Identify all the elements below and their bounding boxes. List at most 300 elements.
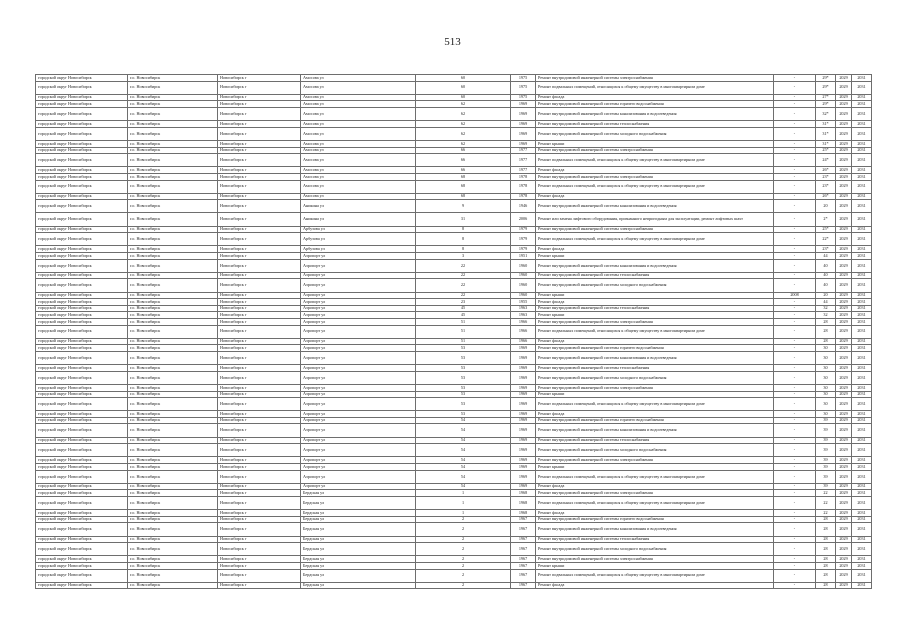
settlement-cell: г.о. Новосибирск xyxy=(128,398,218,411)
start-year-cell: 2029 xyxy=(836,562,852,569)
wear-cell: 22 xyxy=(816,497,836,510)
settlement-cell: г.о. Новосибирск xyxy=(128,173,218,180)
house-number-cell: 2 xyxy=(416,543,511,556)
street-cell: Аэропорт ул xyxy=(301,351,416,364)
last-repair-year-cell: - xyxy=(774,464,816,471)
municipality-cell: городской округ Новосибирск xyxy=(36,305,128,312)
build-year-cell: 1979 xyxy=(511,226,536,233)
settlement-cell: г.о. Новосибирск xyxy=(128,497,218,510)
build-year-cell: 1968 xyxy=(511,497,536,510)
build-year-cell: 1963 xyxy=(511,305,536,312)
last-repair-year-cell: - xyxy=(774,246,816,253)
municipality-cell: городской округ Новосибирск xyxy=(36,299,128,306)
municipality-cell: городской округ Новосибирск xyxy=(36,411,128,418)
work-type-cell: Ремонт внутридомовой инженерной системы горячего водоснабжения xyxy=(536,417,774,424)
wear-cell: 20 xyxy=(816,292,836,299)
last-repair-year-cell: - xyxy=(774,81,816,94)
build-year-cell: 1969 xyxy=(511,444,536,457)
table-row xyxy=(36,391,872,398)
work-type-cell: Ремонт внутридомовой инженерной системы канализования и водоотведения xyxy=(536,259,774,272)
locality-cell: Новосибирск г xyxy=(218,523,301,536)
wear-cell: 29* xyxy=(816,101,836,108)
last-repair-year-cell: - xyxy=(774,154,816,167)
municipality-cell: городской округ Новосибирск xyxy=(36,325,128,338)
settlement-cell: г.о. Новосибирск xyxy=(128,384,218,391)
table-body xyxy=(36,75,872,589)
locality-cell: Новосибирск г xyxy=(218,424,301,437)
work-type-cell: Ремонт внутридомовой инженерной системы теплоснабжения xyxy=(536,305,774,312)
settlement-cell: г.о. Новосибирск xyxy=(128,305,218,312)
street-cell: Амосова ул xyxy=(301,154,416,167)
municipality-cell: городской округ Новосибирск xyxy=(36,338,128,345)
settlement-cell: г.о. Новосибирск xyxy=(128,193,218,200)
settlement-cell: г.о. Новосибирск xyxy=(128,424,218,437)
end-year-cell: 2031 xyxy=(852,312,872,319)
municipality-cell: городской округ Новосибирск xyxy=(36,272,128,279)
street-cell: Амосова ул xyxy=(301,147,416,154)
last-repair-year-cell: - xyxy=(774,411,816,418)
end-year-cell: 2031 xyxy=(852,510,872,517)
house-number-cell: 66 xyxy=(416,154,511,167)
wear-cell: 30 xyxy=(816,384,836,391)
end-year-cell: 2031 xyxy=(852,154,872,167)
house-number-cell: 54 xyxy=(416,483,511,490)
house-number-cell: 31 xyxy=(416,213,511,226)
municipality-cell: городской округ Новосибирск xyxy=(36,167,128,174)
house-number-cell: 62 xyxy=(416,101,511,108)
start-year-cell: 2029 xyxy=(836,582,852,589)
wear-cell: 31* xyxy=(816,140,836,147)
table-row xyxy=(36,536,872,543)
end-year-cell: 2031 xyxy=(852,483,872,490)
street-cell: Амосова ул xyxy=(301,81,416,94)
end-year-cell: 2031 xyxy=(852,246,872,253)
settlement-cell: г.о. Новосибирск xyxy=(128,94,218,101)
build-year-cell: 1967 xyxy=(511,543,536,556)
municipality-cell: городской округ Новосибирск xyxy=(36,365,128,372)
street-cell: Аэропорт ул xyxy=(301,312,416,319)
work-type-cell: Ремонт крыши xyxy=(536,391,774,398)
street-cell: Аэропорт ул xyxy=(301,272,416,279)
house-number-cell: 22 xyxy=(416,279,511,292)
end-year-cell: 2031 xyxy=(852,384,872,391)
last-repair-year-cell: - xyxy=(774,437,816,444)
street-cell: Аэропорт ул xyxy=(301,384,416,391)
work-type-cell: Ремонт фасада xyxy=(536,94,774,101)
street-cell: Амосова ул xyxy=(301,180,416,193)
build-year-cell: 1969 xyxy=(511,391,536,398)
street-cell: Бердская ул xyxy=(301,569,416,582)
last-repair-year-cell: - xyxy=(774,516,816,523)
locality-cell: Новосибирск г xyxy=(218,470,301,483)
end-year-cell: 2031 xyxy=(852,437,872,444)
last-repair-year-cell: - xyxy=(774,490,816,497)
municipality-cell: городской округ Новосибирск xyxy=(36,140,128,147)
street-cell: Бердская ул xyxy=(301,543,416,556)
work-type-cell: Ремонт внутридомовой инженерной системы теплоснабжения xyxy=(536,272,774,279)
municipality-cell: городской округ Новосибирск xyxy=(36,213,128,226)
build-year-cell: 1977 xyxy=(511,167,536,174)
work-type-cell: Ремонт внутридомовой инженерной системы электроснабжения xyxy=(536,490,774,497)
house-number-cell: 8 xyxy=(416,246,511,253)
wear-cell: 39 xyxy=(816,464,836,471)
start-year-cell: 2029 xyxy=(836,536,852,543)
work-type-cell: Ремонт крыши xyxy=(536,312,774,319)
table-row xyxy=(36,457,872,464)
build-year-cell: 1969 xyxy=(511,464,536,471)
work-type-cell: Ремонт фасада xyxy=(536,510,774,517)
start-year-cell: 2029 xyxy=(836,384,852,391)
work-type-cell: Ремонт внутридомовой инженерной системы электроснабжения xyxy=(536,318,774,325)
settlement-cell: г.о. Новосибирск xyxy=(128,444,218,457)
municipality-cell: городской округ Новосибирск xyxy=(36,200,128,213)
municipality-cell: городской округ Новосибирск xyxy=(36,391,128,398)
locality-cell: Новосибирск г xyxy=(218,318,301,325)
street-cell: Аэропорт ул xyxy=(301,345,416,352)
start-year-cell: 2029 xyxy=(836,424,852,437)
last-repair-year-cell: - xyxy=(774,318,816,325)
locality-cell: Новосибирск г xyxy=(218,556,301,563)
work-type-cell: Ремонт внутридомовой инженерной системы холодного водоснабжения xyxy=(536,279,774,292)
table-row xyxy=(36,444,872,457)
table-row xyxy=(36,173,872,180)
end-year-cell: 2031 xyxy=(852,457,872,464)
settlement-cell: г.о. Новосибирск xyxy=(128,213,218,226)
house-number-cell: 23 xyxy=(416,299,511,306)
build-year-cell: 2006 xyxy=(511,213,536,226)
end-year-cell: 2031 xyxy=(852,193,872,200)
municipality-cell: городской округ Новосибирск xyxy=(36,398,128,411)
municipality-cell: городской округ Новосибирск xyxy=(36,193,128,200)
build-year-cell: 1978 xyxy=(511,180,536,193)
settlement-cell: г.о. Новосибирск xyxy=(128,299,218,306)
house-number-cell: 3 xyxy=(416,253,511,260)
municipality-cell: городской округ Новосибирск xyxy=(36,384,128,391)
wear-cell: 28 xyxy=(816,325,836,338)
house-number-cell: 60 xyxy=(416,75,511,82)
last-repair-year-cell: - xyxy=(774,226,816,233)
settlement-cell: г.о. Новосибирск xyxy=(128,246,218,253)
work-type-cell: Ремонт крыши xyxy=(536,253,774,260)
house-number-cell: 45 xyxy=(416,312,511,319)
municipality-cell: городской округ Новосибирск xyxy=(36,424,128,437)
build-year-cell: 1978 xyxy=(511,173,536,180)
work-type-cell: Ремонт фасада xyxy=(536,167,774,174)
table-row xyxy=(36,351,872,364)
start-year-cell: 2029 xyxy=(836,154,852,167)
table-row xyxy=(36,464,872,471)
wear-cell: 40 xyxy=(816,259,836,272)
locality-cell: Новосибирск г xyxy=(218,483,301,490)
settlement-cell: г.о. Новосибирск xyxy=(128,490,218,497)
street-cell: Амосова ул xyxy=(301,107,416,120)
locality-cell: Новосибирск г xyxy=(218,213,301,226)
work-type-cell: Ремонт внутридомовой инженерной системы теплоснабжения xyxy=(536,365,774,372)
settlement-cell: г.о. Новосибирск xyxy=(128,411,218,418)
wear-cell: 31* xyxy=(816,121,836,128)
start-year-cell: 2029 xyxy=(836,543,852,556)
build-year-cell: 1966 xyxy=(511,338,536,345)
locality-cell: Новосибирск г xyxy=(218,582,301,589)
table-row xyxy=(36,325,872,338)
locality-cell: Новосибирск г xyxy=(218,233,301,246)
table-row xyxy=(36,411,872,418)
start-year-cell: 2029 xyxy=(836,127,852,140)
settlement-cell: г.о. Новосибирск xyxy=(128,417,218,424)
wear-cell: 40 xyxy=(816,272,836,279)
table-row xyxy=(36,167,872,174)
work-type-cell: Ремонт подвальных помещений, относящихся к общему имуществу в многоквартирном доме xyxy=(536,569,774,582)
locality-cell: Новосибирск г xyxy=(218,272,301,279)
settlement-cell: г.о. Новосибирск xyxy=(128,523,218,536)
house-number-cell: 2 xyxy=(416,562,511,569)
locality-cell: Новосибирск г xyxy=(218,411,301,418)
street-cell: Арбузова ул xyxy=(301,226,416,233)
locality-cell: Новосибирск г xyxy=(218,299,301,306)
municipality-cell: городской округ Новосибирск xyxy=(36,226,128,233)
wear-cell: 39 xyxy=(816,457,836,464)
municipality-cell: городской округ Новосибирск xyxy=(36,470,128,483)
house-number-cell: 1 xyxy=(416,510,511,517)
end-year-cell: 2031 xyxy=(852,543,872,556)
last-repair-year-cell: - xyxy=(774,391,816,398)
last-repair-year-cell: - xyxy=(774,497,816,510)
work-type-cell: Ремонт фасада xyxy=(536,246,774,253)
end-year-cell: 2031 xyxy=(852,107,872,120)
municipality-cell: городской округ Новосибирск xyxy=(36,444,128,457)
municipality-cell: городской округ Новосибирск xyxy=(36,457,128,464)
municipality-cell: городской округ Новосибирск xyxy=(36,246,128,253)
locality-cell: Новосибирск г xyxy=(218,312,301,319)
house-number-cell: 53 xyxy=(416,365,511,372)
wear-cell: 28 xyxy=(816,556,836,563)
house-number-cell: 53 xyxy=(416,371,511,384)
locality-cell: Новосибирск г xyxy=(218,490,301,497)
start-year-cell: 2029 xyxy=(836,81,852,94)
street-cell: Аэропорт ул xyxy=(301,338,416,345)
build-year-cell: 1969 xyxy=(511,351,536,364)
settlement-cell: г.о. Новосибирск xyxy=(128,510,218,517)
settlement-cell: г.о. Новосибирск xyxy=(128,167,218,174)
locality-cell: Новосибирск г xyxy=(218,398,301,411)
settlement-cell: г.о. Новосибирск xyxy=(128,312,218,319)
house-number-cell: 51 xyxy=(416,338,511,345)
start-year-cell: 2029 xyxy=(836,233,852,246)
municipality-cell: городской округ Новосибирск xyxy=(36,259,128,272)
start-year-cell: 2029 xyxy=(836,246,852,253)
settlement-cell: г.о. Новосибирск xyxy=(128,325,218,338)
locality-cell: Новосибирск г xyxy=(218,371,301,384)
locality-cell: Новосибирск г xyxy=(218,101,301,108)
house-number-cell: 54 xyxy=(416,470,511,483)
last-repair-year-cell: 2008 xyxy=(774,292,816,299)
table-row xyxy=(36,398,872,411)
street-cell: Бердская ул xyxy=(301,510,416,517)
build-year-cell: 1968 xyxy=(511,510,536,517)
last-repair-year-cell: - xyxy=(774,213,816,226)
work-type-cell: Ремонт подвальных помещений, относящихся к общему имуществу в многоквартирном доме xyxy=(536,81,774,94)
end-year-cell: 2031 xyxy=(852,325,872,338)
settlement-cell: г.о. Новосибирск xyxy=(128,365,218,372)
locality-cell: Новосибирск г xyxy=(218,246,301,253)
table-row xyxy=(36,424,872,437)
house-number-cell: 2 xyxy=(416,582,511,589)
municipality-cell: городской округ Новосибирск xyxy=(36,569,128,582)
municipality-cell: городской округ Новосибирск xyxy=(36,127,128,140)
wear-cell: 22 xyxy=(816,490,836,497)
locality-cell: Новосибирск г xyxy=(218,167,301,174)
build-year-cell: 1955 xyxy=(511,299,536,306)
house-number-cell: 54 xyxy=(416,424,511,437)
settlement-cell: г.о. Новосибирск xyxy=(128,351,218,364)
build-year-cell: 1969 xyxy=(511,470,536,483)
locality-cell: Новосибирск г xyxy=(218,180,301,193)
build-year-cell: 1979 xyxy=(511,246,536,253)
table-row xyxy=(36,140,872,147)
start-year-cell: 2029 xyxy=(836,107,852,120)
wear-cell: 39 xyxy=(816,444,836,457)
house-number-cell: 53 xyxy=(416,345,511,352)
locality-cell: Новосибирск г xyxy=(218,384,301,391)
settlement-cell: г.о. Новосибирск xyxy=(128,483,218,490)
work-type-cell: Ремонт внутридомовой инженерной системы холодного водоснабжения xyxy=(536,371,774,384)
work-type-cell: Ремонт внутридомовой инженерной системы канализования и водоотведения xyxy=(536,200,774,213)
municipality-cell: городской округ Новосибирск xyxy=(36,536,128,543)
last-repair-year-cell: - xyxy=(774,523,816,536)
work-type-cell: Ремонт внутридомовой инженерной системы горячего водоснабжения xyxy=(536,345,774,352)
start-year-cell: 2029 xyxy=(836,101,852,108)
start-year-cell: 2029 xyxy=(836,444,852,457)
house-number-cell: 51 xyxy=(416,325,511,338)
start-year-cell: 2029 xyxy=(836,497,852,510)
municipality-cell: городской округ Новосибирск xyxy=(36,556,128,563)
start-year-cell: 2029 xyxy=(836,351,852,364)
table-row xyxy=(36,233,872,246)
last-repair-year-cell: - xyxy=(774,417,816,424)
last-repair-year-cell: - xyxy=(774,338,816,345)
wear-cell: 22* xyxy=(816,233,836,246)
street-cell: Амосова ул xyxy=(301,173,416,180)
street-cell: Аэропорт ул xyxy=(301,391,416,398)
end-year-cell: 2031 xyxy=(852,516,872,523)
municipality-cell: городской округ Новосибирск xyxy=(36,94,128,101)
last-repair-year-cell: - xyxy=(774,107,816,120)
wear-cell: 23* xyxy=(816,173,836,180)
build-year-cell: 1967 xyxy=(511,516,536,523)
settlement-cell: г.о. Новосибирск xyxy=(128,200,218,213)
settlement-cell: г.о. Новосибирск xyxy=(128,470,218,483)
table-row xyxy=(36,510,872,517)
street-cell: Аэропорт ул xyxy=(301,371,416,384)
work-type-cell: Ремонт внутридомовой инженерной системы теплоснабжения xyxy=(536,121,774,128)
build-year-cell: 1966 xyxy=(511,318,536,325)
last-repair-year-cell: - xyxy=(774,259,816,272)
start-year-cell: 2029 xyxy=(836,398,852,411)
locality-cell: Новосибирск г xyxy=(218,193,301,200)
municipality-cell: городской округ Новосибирск xyxy=(36,490,128,497)
house-number-cell: 8 xyxy=(416,233,511,246)
locality-cell: Новосибирск г xyxy=(218,81,301,94)
work-type-cell: Ремонт подвальных помещений, относящихся к общему имуществу в многоквартирном доме xyxy=(536,497,774,510)
house-number-cell: 22 xyxy=(416,272,511,279)
house-number-cell: 62 xyxy=(416,107,511,120)
start-year-cell: 2029 xyxy=(836,470,852,483)
last-repair-year-cell: - xyxy=(774,365,816,372)
table-row xyxy=(36,299,872,306)
end-year-cell: 2031 xyxy=(852,582,872,589)
street-cell: Аэропорт ул xyxy=(301,444,416,457)
start-year-cell: 2029 xyxy=(836,272,852,279)
start-year-cell: 2029 xyxy=(836,312,852,319)
end-year-cell: 2031 xyxy=(852,318,872,325)
build-year-cell: 1960 xyxy=(511,292,536,299)
start-year-cell: 2029 xyxy=(836,94,852,101)
work-type-cell: Ремонт подвальных помещений, относящихся к общему имуществу в многоквартирном доме xyxy=(536,470,774,483)
wear-cell: 23* xyxy=(816,246,836,253)
wear-cell: 23* xyxy=(816,180,836,193)
locality-cell: Новосибирск г xyxy=(218,444,301,457)
end-year-cell: 2031 xyxy=(852,226,872,233)
table-row xyxy=(36,312,872,319)
table-row xyxy=(36,107,872,120)
house-number-cell: 66 xyxy=(416,147,511,154)
municipality-cell: городской округ Новосибирск xyxy=(36,81,128,94)
build-year-cell: 1975 xyxy=(511,81,536,94)
wear-cell: 32* xyxy=(816,107,836,120)
locality-cell: Новосибирск г xyxy=(218,259,301,272)
locality-cell: Новосибирск г xyxy=(218,417,301,424)
street-cell: Аэропорт ул xyxy=(301,259,416,272)
work-type-cell: Ремонт крыши xyxy=(536,464,774,471)
municipality-cell: городской округ Новосибирск xyxy=(36,318,128,325)
settlement-cell: г.о. Новосибирск xyxy=(128,543,218,556)
table-row xyxy=(36,556,872,563)
table-row xyxy=(36,259,872,272)
street-cell: Аэропорт ул xyxy=(301,483,416,490)
wear-cell: 28 xyxy=(816,523,836,536)
table-row xyxy=(36,180,872,193)
last-repair-year-cell: - xyxy=(774,582,816,589)
wear-cell: 2* xyxy=(816,213,836,226)
wear-cell: 30 xyxy=(816,345,836,352)
table-row xyxy=(36,94,872,101)
build-year-cell: 1968 xyxy=(511,490,536,497)
wear-cell: 28 xyxy=(816,562,836,569)
work-type-cell: Ремонт внутридомовой инженерной системы канализования и водоотведения xyxy=(536,424,774,437)
table-row xyxy=(36,305,872,312)
last-repair-year-cell: - xyxy=(774,424,816,437)
start-year-cell: 2029 xyxy=(836,516,852,523)
municipality-cell: городской округ Новосибирск xyxy=(36,101,128,108)
settlement-cell: г.о. Новосибирск xyxy=(128,391,218,398)
start-year-cell: 2029 xyxy=(836,569,852,582)
house-number-cell: 60 xyxy=(416,81,511,94)
work-type-cell: Ремонт внутридомовой инженерной системы канализования и водоотведения xyxy=(536,107,774,120)
work-type-cell: Ремонт крыши xyxy=(536,292,774,299)
locality-cell: Новосибирск г xyxy=(218,497,301,510)
wear-cell: 28 xyxy=(816,543,836,556)
wear-cell: 30 xyxy=(816,371,836,384)
end-year-cell: 2031 xyxy=(852,569,872,582)
settlement-cell: г.о. Новосибирск xyxy=(128,154,218,167)
settlement-cell: г.о. Новосибирск xyxy=(128,127,218,140)
street-cell: Бердская ул xyxy=(301,582,416,589)
table-row xyxy=(36,365,872,372)
municipality-cell: городской округ Новосибирск xyxy=(36,154,128,167)
table-row xyxy=(36,582,872,589)
end-year-cell: 2031 xyxy=(852,490,872,497)
start-year-cell: 2029 xyxy=(836,365,852,372)
